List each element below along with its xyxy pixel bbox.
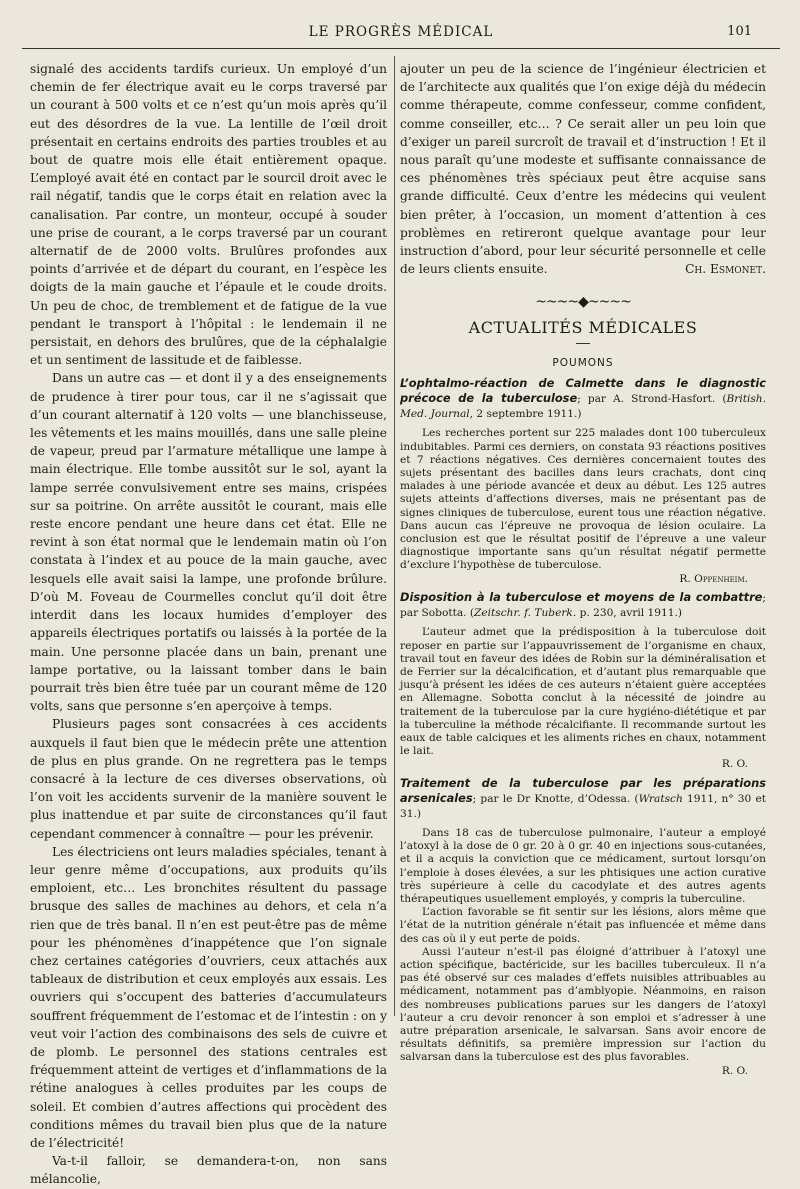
article-title-text: Traitement de la tuberculose par les préparations arsenicales bbox=[400, 775, 766, 805]
paragraph-text: ajouter un peu de la science de l’ingénieur électricien et de l’architecte aux qualités que l’on exige déjà du médecin comme thérapeute, comme confesseur, comme confident, comme conseiller, etc… ? Ce serait aller un peu loin que d’exiger un pareil surcroît de travail et d’instruction ! Et il nous paraît qu’une modeste et suffisante connaissance de ces phénomènes très spéciaux peut être acquise sans grande difficulté. Ceux d’entre les médecins qui veulent bien prêter, à l’occasion, un moment d’attention à ces problèmes en retireront quelque avantage pour leur instruction d’abord, pour leur sécurité personnelle et celle de leurs clients ensuite. bbox=[400, 62, 766, 277]
article-title bbox=[400, 776, 766, 821]
article-body: L’auteur admet que la prédisposition à la tuberculose doit reposer en partie sur l’appauvrissement de l’organisme en chaux, travail tout en faveur des idées de Robin sur la déminéralisation et de Ferrier sur la décalcification, et d’autant plus remarquable que jusqu’à présent les idées de ces auteurs n’étaient guère acceptées en Allemagne. Sobotta conclut à la nécessité de joindre au traitement de la tuberculose par la cure hygiéno-diététique et par la tuberculine la méthode récalcifiante. Il recommande surtout les eaux de table calciques et les aliments riches en chaux, notamment le lait. bbox=[400, 626, 766, 758]
article-title bbox=[400, 376, 766, 421]
paragraph bbox=[400, 60, 766, 278]
paragraph: Les électriciens ont leurs maladies spéciales, tenant à leur genre même d’occupations, aux produits qu’ils emploient, etc… Les bronchites résultent du passage brusque des salles de machines au dehors, et cela n’a rien que de très banal. Il n’en est peut-être pas de même pour les phénomènes d’inappétence que l’on signale chez certaines catégories d’ouvriers, ceux attachés aux tableaux de distribution et ceux employés aux essais. Les ouvriers qui s’occupent des batteries d’accumulateurs souffrent fréquemment de l’estomac et de l’intestin : on y veut voir l’action des combinaisons des sels de cuivre et de plomb. Le personnel des stations centrales est fréquemment atteint de vertiges et d’inflammations de la rétine analogues à celles produites par les coups de soleil. Et combien d’autres affections qui procèdent des conditions mêmes du travail bien plus que de la nature de l’électricité! bbox=[30, 844, 387, 1150]
paragraph: Va-t-il falloir, se demandera-t-on, non sans mélancolie, bbox=[30, 1154, 387, 1187]
reference-date: 1911, n° 30 et 31.) bbox=[400, 792, 766, 820]
header-rule bbox=[22, 48, 780, 49]
left-column bbox=[30, 60, 387, 1189]
author-signature: Ch. Esmonet. bbox=[685, 262, 766, 277]
running-title: LE PROGRÈS MÉDICAL bbox=[308, 24, 494, 40]
article-title bbox=[400, 590, 766, 620]
reference-author: ; par A. Strond-Hasfort. ( bbox=[577, 393, 727, 406]
subsection-heading: POUMONS bbox=[552, 356, 614, 369]
article-title-text: Disposition à la tuberculose et moyens de la combattre bbox=[400, 589, 763, 604]
ornament-divider: ~~~~◆~~~~ bbox=[535, 294, 631, 311]
article-body: L’action favorable se fit sentir sur les lésions, alors même que l’état de la nutrition générale n’était pas influencée et même dans des cas où il y eut perte de poids. bbox=[400, 906, 766, 945]
reference-author: ; par Sobotta. ( bbox=[400, 591, 766, 620]
column-divider bbox=[394, 56, 395, 1016]
section-title: ACTUALITÉS MÉDICALES bbox=[468, 317, 698, 337]
reference-date: , 2 septembre 1911.) bbox=[469, 408, 582, 421]
article-title-text: L’ophtalmo-réaction de Calmette dans le diagnostic précoce de la tuberculose bbox=[400, 376, 766, 406]
author-signature: R. O. bbox=[721, 1064, 748, 1077]
right-column bbox=[400, 60, 766, 1078]
reference-journal: British. Med. Journal bbox=[400, 393, 766, 421]
page-number: 101 bbox=[727, 24, 752, 39]
reference-journal: Wratsch bbox=[638, 792, 683, 805]
paragraph: Dans un autre cas — et dont il y a des enseignements de prudence à tirer pour tous, car il ne s’agissait que d’un courant alternatif à 120 volts — une blanchisseuse, les vêtements et les mains mouillés, dans une salle pleine de vapeur, preud par l’armature métallique une lampe à main électrique. Elle tombe aussitôt sur le sol, ayant la lampe serrée convulsivement entre ses mains, crispées sur sa poitrine. On arrête aussitôt le courant, mais elle reste encore pendant une heure dans cet état. Elle ne revint à son état normal que le lendemain matin où l’on constata à l’index et au pouce de la main gauche, avec lesquels elle avait saisi la lampe, une profonde brûlure. D’où M. Foveau de Courmelles conclut qu’il doit être interdit dans les locaux humides d’employer des appareils électriques portatifs ou laissés à la portée de la main. Une personne placée dans un bain, prenant une lampe portative, ou la laissant tomber dans le bain pourrait très bien être tuée par un courant même de 120 volts, sans que personne s’en aperçoive à temps. bbox=[30, 371, 387, 714]
paragraph: Plusieurs pages sont consacrées à ces accidents auxquels il faut bien que le médecin prête une attention de plus en plus grande. On ne regrettera pas le temps consacré à la lecture de ces diverses observations, où l’on voit les accidents survenir de la manière souvent le plus inattendue et par suite de circonstances qu’il faut cependant commencer à connaître — pour les prévenir. bbox=[30, 717, 387, 841]
reference-author: ; par le Dr Knotte, d’Odessa. ( bbox=[472, 792, 639, 805]
reference-journal: Zeitschr. f. Tuberk. bbox=[474, 607, 577, 620]
paragraph: signalé des accidents tardifs curieux. Un employé d’un chemin de fer électrique avait eu le corps traversé par un courant à 500 volts et ce n’est qu’un mois après qu’il eut des désordres de la vue. La lentille de l’œil droit présentait en certains endroits des parties troubles et au bout de quatre mois elle était entièrement opaque. L’employé avait été en contact par le sourcil droit avec le rail négatif, tandis que le corps était en relation avec la canalisation. Par contre, un monteur, occupé à souder une prise de courant, a le corps traversé par un courant alternatif de de 2000 volts. Brulûres profondes aux points d’arrivée et de départ du courant, en l’espèce les doigts de la main gauche et l’épaule et le coude droits. Un peu de choc, de tremblement et de fatigue de la vue pendant le transport à l’hôpital : le lendemain il ne persistait, en dehors des brulûres, que de la céphalalgie et un sentiment de lassitude et de faiblesse. bbox=[30, 62, 387, 368]
article-body: Dans 18 cas de tuberculose pulmonaire, l’auteur a employé l’atoxyl à la dose de 0 gr. 20 à 0 gr. 40 en injections sous-cutanées, et il a acquis la conviction que ce médicament, surtout lorsqu’on l’emploie à doses élevées, a sur les phtisiques une action curative très supérieure à celle du cacodylate et des autres agents thérapeutiques usuellement employés, y compris la tuberculine. bbox=[400, 826, 766, 905]
author-signature: R. O. bbox=[721, 758, 748, 771]
reference-date: p. 230, avril 1911.) bbox=[576, 607, 683, 620]
author-signature: R. Oppenheim. bbox=[679, 572, 748, 585]
page-header bbox=[22, 18, 780, 48]
article-body: Les recherches portent sur 225 malades dont 100 tuberculeux indubitables. Parmi ces derniers, on constata 93 réactions positives et 7 réactions négatives. Ces dernières concernaient toutes des sujets présentant des bacilles dans leurs crachats, dont cinq malades à une période avancée et deux au début. Les 125 autres sujets atteints d’affections diverses, mais ne présentant pas de signes cliniques de tuberculose, eurent tous une réaction négative. Dans aucun cas l’épreuve ne provoqua de lésion oculaire. La conclusion est que le résultat positif de l’épreuve a une valeur diagnostique importante sans qu’un résultat négatif permette d’exclure l’hypothèse de tuberculose. bbox=[400, 427, 766, 572]
article-body: Aussi l’auteur n’est-il pas éloigné d’attribuer à l’atoxyl une action spécifique, bactéricide, sur les bacilles tuberculeux. Il n’a pas été observé sur ces malades d’effets nuisibles attribuables au médicament, notamment pas d’amblyopie. Néanmoins, en raison des nombreuses publications parues sur les dangers de l’atoxyl l’auteur a cru devoir renoncer à son emploi et s’adresser à une autre préparation arsenicale, le salvarsan. Sans avoir encore de résultats définitifs, sa première impression sur l’action du salvarsan dans la tuberculose est des plus favorables. bbox=[400, 945, 766, 1064]
title-rule bbox=[576, 343, 590, 344]
